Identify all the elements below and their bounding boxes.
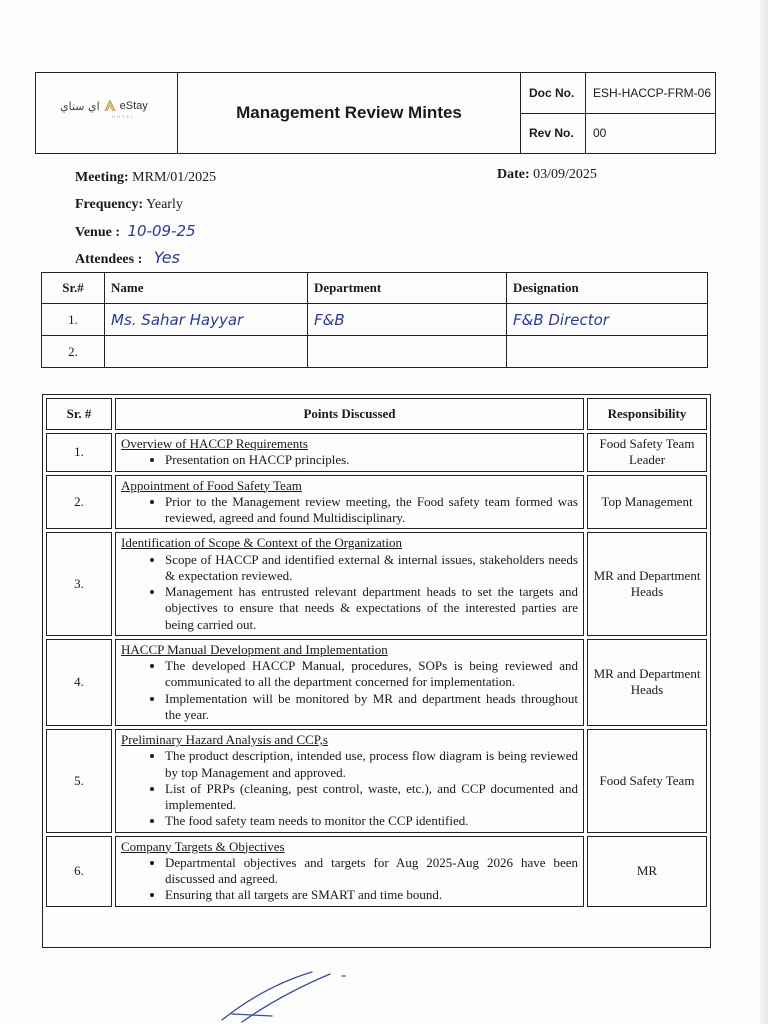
point-responsibility: Food Safety Team xyxy=(587,729,707,833)
list-item: • Scope of HACCP and identified external & internal issues, stakeholders needs & expectation reviewed. xyxy=(165,552,578,585)
title-cell xyxy=(178,73,521,153)
attendees-header-row xyxy=(42,273,708,304)
point-bullets xyxy=(121,748,578,829)
list-item: • Departmental objectives and targets for Aug 2025-Aug 2026 have been discussed and agreed. xyxy=(165,855,578,888)
logo-cell xyxy=(36,73,178,153)
table-row xyxy=(42,336,708,368)
frequency-label: Frequency: xyxy=(75,197,144,212)
venue-handwritten-value: 10-09-25 xyxy=(127,222,196,240)
point-bullets xyxy=(121,552,578,633)
table-row xyxy=(46,532,707,636)
point-sr: 6. xyxy=(46,836,112,907)
list-item: • Presentation on HACCP principles. xyxy=(165,452,578,468)
col-header-designation: Designation xyxy=(507,273,708,304)
point-responsibility: MR xyxy=(587,836,707,907)
table-row xyxy=(46,475,707,530)
rev-no-label: Rev No. xyxy=(521,113,586,153)
attendee-sr: 1. xyxy=(42,304,105,336)
meeting-value: MRM/01/2025 xyxy=(132,170,217,185)
col-header-sr: Sr. # xyxy=(46,398,112,430)
doc-no-row xyxy=(521,73,715,114)
point-topic: Overview of HACCP Requirements xyxy=(121,436,308,451)
table-row xyxy=(46,836,707,907)
list-item: • The developed HACCP Manual, procedures, SOPs is being reviewed and communicated to all the department concerned for implementation. xyxy=(165,658,578,691)
document-header xyxy=(35,72,716,154)
point-sr: 5. xyxy=(46,729,112,833)
point-cell xyxy=(115,475,584,530)
points-table-frame xyxy=(42,394,711,948)
col-header-name: Name xyxy=(105,273,308,304)
points-discussed-table xyxy=(43,395,710,910)
logo-tagline: HOTEL xyxy=(112,114,136,119)
point-bullets xyxy=(121,855,578,904)
attendee-name xyxy=(105,336,308,368)
list-item: • Prior to the Management review meeting, the Food safety team formed was reviewed, agreed and found Multidisciplinary. xyxy=(165,494,578,527)
logo-brand-text: eStay xyxy=(119,100,148,112)
point-cell xyxy=(115,433,584,472)
attendee-designation: F&B Director xyxy=(507,304,708,336)
logo-mark-icon xyxy=(103,99,117,113)
point-topic: Appointment of Food Safety Team xyxy=(121,477,302,493)
point-sr: 2. xyxy=(46,475,112,530)
signature-mark xyxy=(212,964,362,1024)
col-header-points: Points Discussed xyxy=(115,398,584,430)
point-topic: Company Targets & Objectives xyxy=(121,838,285,854)
attendees-line xyxy=(75,248,180,268)
logo-arabic-text: اي ستاي xyxy=(60,99,100,113)
attendee-department xyxy=(308,336,507,368)
list-item: • The product description, intended use, process flow diagram is being reviewed by top Management and approved. xyxy=(165,748,578,781)
date-label: Date: xyxy=(497,167,530,182)
attendee-designation xyxy=(507,336,708,368)
col-header-responsibility: Responsibility xyxy=(587,398,707,430)
table-row xyxy=(46,639,707,726)
list-item: • Implementation will be monitored by MR and department heads throughout the year. xyxy=(165,691,578,724)
point-cell xyxy=(115,836,584,907)
list-item: • List of PRPs (cleaning, pest control, waste, etc.), and CCP documented and implemented. xyxy=(165,781,578,814)
date-value: 03/09/2025 xyxy=(533,167,597,182)
rev-no-value: 00 xyxy=(593,126,607,140)
col-header-sr: Sr.# xyxy=(42,273,105,304)
attendee-sr: 2. xyxy=(42,336,105,368)
frequency-line xyxy=(75,197,183,213)
point-cell xyxy=(115,729,584,833)
rev-no-row xyxy=(521,113,715,153)
attendee-name: Ms. Sahar Hayyar xyxy=(105,304,308,336)
frequency-value: Yearly xyxy=(146,197,183,212)
point-responsibility: Food Safety Team Leader xyxy=(587,433,707,472)
point-bullets xyxy=(121,658,578,723)
table-row xyxy=(46,433,707,472)
table-row xyxy=(42,304,708,336)
point-bullets xyxy=(121,452,578,468)
list-item: • Management has entrusted relevant department heads to set the targets and objectives to ensure that needs & expectations of the interested parties are being carried out. xyxy=(165,584,578,633)
point-bullets xyxy=(121,494,578,527)
date-line xyxy=(497,167,597,183)
point-topic: HACCP Manual Development and Implementation xyxy=(121,641,388,657)
page-edge-shadow xyxy=(760,0,768,1024)
document-meta xyxy=(521,73,715,153)
doc-no-label: Doc No. xyxy=(521,73,586,113)
point-cell xyxy=(115,532,584,636)
venue-label: Venue : xyxy=(75,225,120,240)
point-responsibility: MR and Department Heads xyxy=(587,532,707,636)
venue-line xyxy=(75,222,196,241)
doc-no-value: ESH-HACCP-FRM-06 xyxy=(593,86,712,100)
point-topic: Preliminary Hazard Analysis and CCP,s xyxy=(121,732,328,747)
point-sr: 1. xyxy=(46,433,112,472)
table-row xyxy=(46,729,707,833)
hotel-logo xyxy=(60,99,148,119)
document-title: Management Review Mintes xyxy=(236,103,462,122)
point-topic: Identification of Scope & Context of the Organization xyxy=(121,535,402,551)
points-header-row xyxy=(46,398,707,430)
list-item: • The food safety team needs to monitor the CCP identified. xyxy=(165,813,578,829)
attendees-table xyxy=(41,272,708,368)
list-item: • Ensuring that all targets are SMART and time bound. xyxy=(165,887,578,903)
point-sr: 3. xyxy=(46,532,112,636)
point-cell xyxy=(115,639,584,726)
attendees-handwritten-value: Yes xyxy=(153,248,180,267)
attendees-label: Attendees : xyxy=(75,252,143,267)
point-responsibility: MR and Department Heads xyxy=(587,639,707,726)
meeting-label: Meeting: xyxy=(75,170,129,185)
col-header-department: Department xyxy=(308,273,507,304)
point-sr: 4. xyxy=(46,639,112,726)
point-responsibility: Top Management xyxy=(587,475,707,530)
attendee-department: F&B xyxy=(308,304,507,336)
meeting-line xyxy=(75,170,216,186)
